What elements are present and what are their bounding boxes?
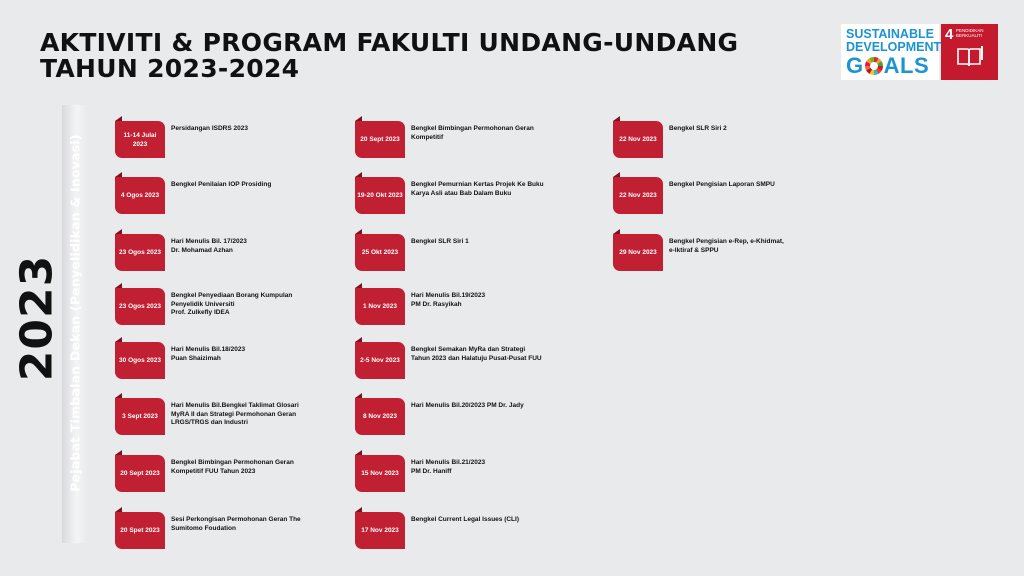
event-date-tag: 20 Sept 2023 xyxy=(115,455,165,492)
event-description: Hari Menulis Bil.19/2023 PM Dr. Rasyikah xyxy=(411,292,486,308)
event-description: Bengkel Pengisian e-Rep, e-Khidmat, e-Iktiraf & SPPU xyxy=(669,238,784,254)
event-description: Bengkel Penyediaan Borang Kumpulan Penyelidik Universiti Prof. Zulkefly IDEA xyxy=(171,292,293,317)
title-line-1: AKTIVITI & PROGRAM FAKULTI UNDANG-UNDANG xyxy=(40,28,739,57)
event-description: Bengkel SLR Siri 2 xyxy=(669,125,727,132)
event-date-tag: 22 Nov 2023 xyxy=(613,121,663,158)
title-line-2: TAHUN 2023-2024 xyxy=(40,54,300,83)
event-description: Persidangan ISDRS 2023 xyxy=(171,125,248,132)
event-date-tag: 17 Nov 2023 xyxy=(355,512,405,549)
event-date-tag: 11-14 Julai 2023 xyxy=(115,121,165,158)
event-description: Hari Menulis Bil.21/2023 PM Dr. Haniff xyxy=(411,459,486,475)
event-description: Bengkel Penilaian IOP Prosiding xyxy=(171,181,272,188)
event-description: Hari Menulis Bil.18/2023 Puan Shaizimah xyxy=(171,346,246,362)
sdg-badge xyxy=(841,24,998,80)
event-date-tag: 1 Nov 2023 xyxy=(355,288,405,325)
event-date-tag: 20 Sept 2023 xyxy=(355,121,405,158)
event-description: Bengkel SLR Siri 1 xyxy=(411,238,469,245)
event-date-tag: 23 Ogos 2023 xyxy=(115,234,165,271)
event-description: Hari Menulis Bil.20/2023 PM Dr. Jady xyxy=(411,402,524,409)
event-date-tag: 20 Spet 2023 xyxy=(115,512,165,549)
event-date-tag: 22 Nov 2023 xyxy=(613,177,663,214)
sdg-goal-4-tile: 4 PENDIDIKAN BERKUALITI xyxy=(941,24,998,80)
event-description: Bengkel Bimbingan Permohonan Geran Kompetitif xyxy=(411,125,534,141)
book-pencil-icon xyxy=(957,46,983,68)
year-label: 2023 xyxy=(11,254,63,382)
event-description: Bengkel Current Legal Issues (CLI) xyxy=(411,516,519,523)
sdg-logo: SUSTAINABLE DEVELOPMENT G ALS xyxy=(841,24,939,80)
sdg-wheel-icon xyxy=(865,57,883,75)
event-description: Bengkel Pemurnian Kertas Projek Ke Buku Karya Asli atau Bab Dalam Buku xyxy=(411,181,544,197)
event-date-tag: 4 Ogos 2023 xyxy=(115,177,165,214)
event-description: Sesi Perkongisan Permohonan Geran The Sumitomo Foudation xyxy=(171,516,301,532)
event-description: Hari Menulis Bil.Bengkel Taklimat Glosari MyRA II dan Strategi Permohonan Geran LRGS/TRGS dan Industri xyxy=(171,402,299,427)
event-date-tag: 29 Nov 2023 xyxy=(613,234,663,271)
event-date-tag: 23 Ogos 2023 xyxy=(115,288,165,325)
event-description: Bengkel Semakan MyRa dan Strategi Tahun 2023 dan Halatuju Pusat-Pusat FUU xyxy=(411,346,542,362)
sidebar-label: Pejabat Timbalan Dekan (Penyelidikan & Inovasi) xyxy=(67,134,83,492)
event-date-tag: 25 Okt 2023 xyxy=(355,234,405,271)
event-date-tag: 19-20 Okt 2023 xyxy=(355,177,405,214)
event-date-tag: 2-5 Nov 2023 xyxy=(355,342,405,379)
page-title xyxy=(40,30,738,82)
event-date-tag: 15 Nov 2023 xyxy=(355,455,405,492)
event-date-tag: 3 Sept 2023 xyxy=(115,398,165,435)
event-date-tag: 30 Ogos 2023 xyxy=(115,342,165,379)
event-date-tag: 8 Nov 2023 xyxy=(355,398,405,435)
event-description: Hari Menulis Bil. 17/2023 Dr. Mohamad Azhan xyxy=(171,238,247,254)
event-description: Bengkel Pengisian Laporan SMPU xyxy=(669,181,775,188)
event-description: Bengkel Bimbingan Permohonan Geran Kompetitif FUU Tahun 2023 xyxy=(171,459,294,475)
